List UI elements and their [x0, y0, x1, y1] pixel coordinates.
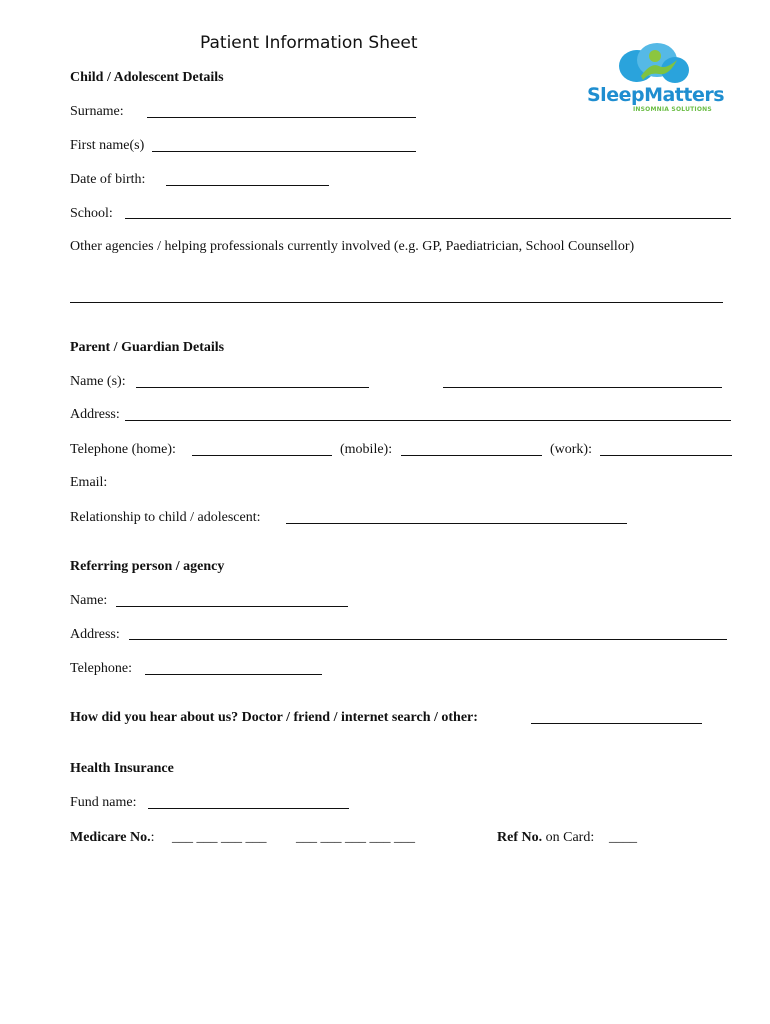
tel-work-label: (work):	[550, 442, 592, 457]
first-names-label: First name(s)	[70, 138, 145, 153]
tel-home-field[interactable]	[192, 455, 332, 456]
email-label: Email:	[70, 475, 108, 490]
parent-name-field-1[interactable]	[136, 387, 369, 388]
tel-mobile-label: (mobile):	[340, 442, 393, 457]
surname-label: Surname:	[70, 104, 124, 119]
referring-address-label: Address:	[70, 627, 120, 642]
ref-no-row	[497, 830, 594, 846]
referring-address-field[interactable]	[129, 639, 727, 640]
ref-no-suffix: on Card:	[542, 830, 595, 845]
medicare-colon: :	[150, 830, 155, 845]
how-heard-label: How did you hear about us? Doctor / friend / internet search / other:	[70, 710, 478, 725]
tel-work-field[interactable]	[600, 455, 732, 456]
medicare-field-a[interactable]: ___ ___ ___ ___	[172, 830, 267, 845]
how-heard-field[interactable]	[531, 723, 702, 724]
ref-no-field[interactable]: ____	[609, 830, 637, 845]
agencies-label: Other agencies / helping professionals currently involved (e.g. GP, Paediatrician, School Counsellor)	[70, 239, 635, 254]
tel-mobile-field[interactable]	[401, 455, 542, 456]
logo-mark-icon	[585, 42, 720, 86]
agencies-field[interactable]	[70, 302, 723, 303]
relationship-label: Relationship to child / adolescent:	[70, 510, 261, 525]
medicare-label: Medicare No.	[70, 830, 151, 845]
medicare-field-b[interactable]: ___ ___ ___ ___ ___	[296, 830, 415, 845]
insurance-heading: Health Insurance	[70, 761, 174, 776]
school-label: School:	[70, 206, 113, 221]
first-names-field[interactable]	[152, 151, 416, 152]
referring-telephone-label: Telephone:	[70, 661, 132, 676]
fund-name-label: Fund name:	[70, 795, 137, 810]
parent-name-field-2[interactable]	[443, 387, 722, 388]
tel-home-label: Telephone (home):	[70, 442, 176, 457]
dob-field[interactable]	[166, 185, 329, 186]
referring-heading: Referring person / agency	[70, 559, 225, 574]
fund-name-field[interactable]	[148, 808, 349, 809]
parent-name-label: Name (s):	[70, 374, 126, 389]
school-field[interactable]	[125, 218, 731, 219]
page-title: Patient Information Sheet	[200, 33, 418, 53]
referring-name-label: Name:	[70, 593, 108, 608]
parent-details-heading: Parent / Guardian Details	[70, 340, 225, 355]
surname-field[interactable]	[147, 117, 416, 118]
parent-address-field[interactable]	[125, 420, 731, 421]
referring-name-field[interactable]	[116, 606, 348, 607]
logo-tagline: INSOMNIA SOLUTIONS	[633, 106, 712, 113]
dob-label: Date of birth:	[70, 172, 146, 187]
child-details-heading: Child / Adolescent Details	[70, 70, 224, 85]
medicare-row	[70, 830, 155, 846]
sleepmatters-logo	[585, 42, 725, 117]
ref-no-label: Ref No.	[497, 830, 543, 845]
parent-address-label: Address:	[70, 407, 120, 422]
referring-telephone-field[interactable]	[145, 674, 322, 675]
logo-wordmark: SleepMatters	[587, 84, 725, 106]
relationship-field[interactable]	[286, 523, 627, 524]
